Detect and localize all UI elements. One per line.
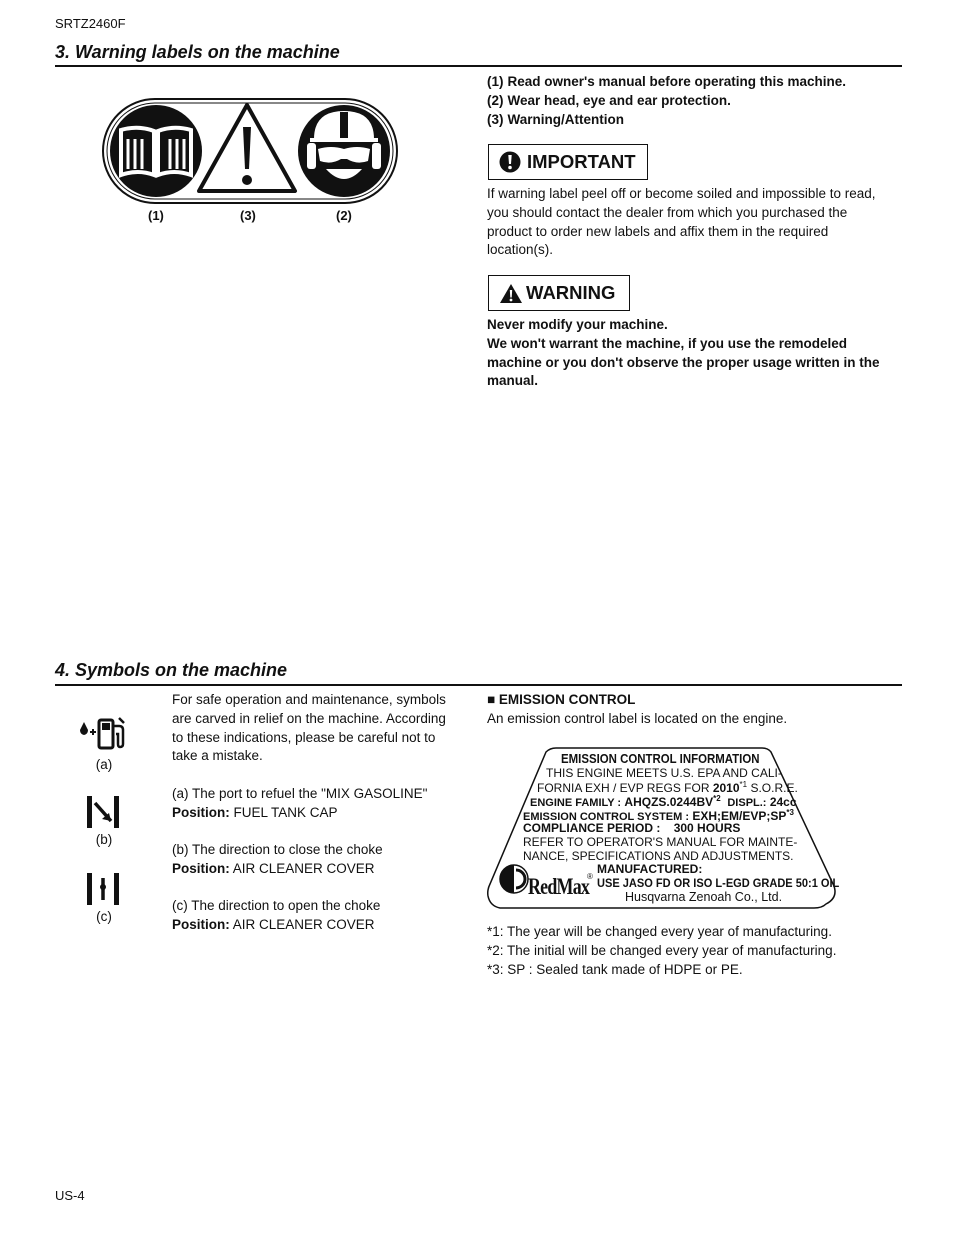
figure-label-3: (3) [240, 208, 256, 223]
symbols-intro: For safe operation and maintenance, symbols are carved in relief on the machine. According to these indications, please be careful not to take a mistake. [172, 692, 446, 764]
section-4-rule [55, 684, 902, 686]
symbol-label-a: (a) [95, 757, 113, 772]
symbol-b-description: (b) The direction to close the choke Position: AIR CLEANER COVER [172, 842, 383, 876]
important-text: If warning label peel off or become soiled and impossible to read, you should contact the dealer from which you purchased the product to order new labels and affix them in the required location(s). [487, 186, 876, 258]
emission-label-company: Husqvarna Zenoah Co., Ltd. [625, 890, 783, 904]
manual-book-icon [110, 105, 202, 197]
model-number: SRTZ2460F [55, 16, 126, 31]
note-1: *1: The year will be changed every year of manufacturing. [487, 924, 832, 939]
emission-label-family: ENGINE FAMILY : AHQZS.0244BV$^{*2}$ DISPL.: 24cc [530, 794, 797, 809]
emission-label-refer1: REFER TO OPERATOR'S MANUAL FOR MAINTE- [523, 835, 798, 849]
symbol-label-c: (c) [96, 909, 112, 924]
symbol-c-description: (c) The direction to open the choke Position: AIR CLEANER COVER [172, 898, 381, 932]
section-3-title: 3. Warning labels on the machine [55, 42, 340, 62]
list-item: (1) Read owner's manual before operating this machine. [487, 74, 847, 89]
warning-text: Never modify your machine. We won't warrant the machine, if you use the remodeled machine or you don't observe the proper usage written in the manual. [487, 317, 880, 389]
emission-text: An emission control label is located on the engine. [487, 711, 788, 726]
emission-label-line2: FORNIA EXH / EVP REGS FOR 2010$^{*1}$ S.O.R.E. [537, 780, 798, 795]
list-item: (2) Wear head, eye and ear protection. [487, 93, 731, 108]
page-number: US-4 [55, 1188, 85, 1203]
note-3: *3: SP : Sealed tank made of HDPE or PE. [487, 961, 743, 977]
figure-label-1: (1) [148, 208, 164, 223]
emission-label-line1: THIS ENGINE MEETS U.S. EPA AND CALI- [546, 766, 782, 780]
symbol-a-description: (a) The port to refuel the "MIX GASOLINE" Position: FUEL TANK CAP [172, 786, 428, 820]
redmax-logo-text: RedMax [528, 874, 590, 899]
emission-heading: ■ EMISSION CONTROL [487, 692, 636, 707]
warning-label-list [487, 72, 846, 129]
figure-label-2: (2) [336, 208, 352, 223]
important-label: IMPORTANT [488, 144, 648, 180]
emission-label-manufactured: MANUFACTURED: [597, 862, 703, 876]
exclamation-circle-icon [499, 151, 521, 173]
warning-triangle-small-icon [499, 283, 523, 304]
emission-label-period: COMPLIANCE PERIOD : 300 HOURS [523, 821, 741, 835]
note-2: *2: The initial will be changed every year of manufacturing. [487, 942, 837, 958]
helmet-goggles-earmuffs-icon [298, 105, 390, 197]
list-item: (3) Warning/Attention [487, 112, 624, 127]
fuel-pump-icon [76, 714, 128, 750]
choke-close-icon [85, 795, 121, 829]
emission-label-title: EMISSION CONTROL INFORMATION [561, 751, 760, 766]
emission-label-oil: USE JASO FD OR ISO L-EGD GRADE 50:1 OIL [597, 876, 840, 890]
section-3-rule [55, 65, 902, 67]
redmax-logo-icon [499, 864, 529, 894]
warning-label: WARNING [488, 275, 630, 311]
registered-mark: ® [587, 872, 593, 881]
warning-triangle-icon [199, 105, 295, 191]
emission-notes [487, 923, 902, 979]
symbol-label-b: (b) [95, 832, 113, 847]
warning-label-figure [101, 97, 399, 205]
section-4-title: 4. Symbols on the machine [55, 660, 288, 680]
choke-open-icon [85, 872, 121, 906]
emission-label-system: EMISSION CONTROL SYSTEM : EXH;EM/EVP;SP$^{*3}$ [523, 808, 794, 823]
emission-label-refer2: NANCE, SPECIFICATIONS AND ADJUSTMENTS. [523, 849, 794, 863]
emission-label [486, 746, 839, 912]
